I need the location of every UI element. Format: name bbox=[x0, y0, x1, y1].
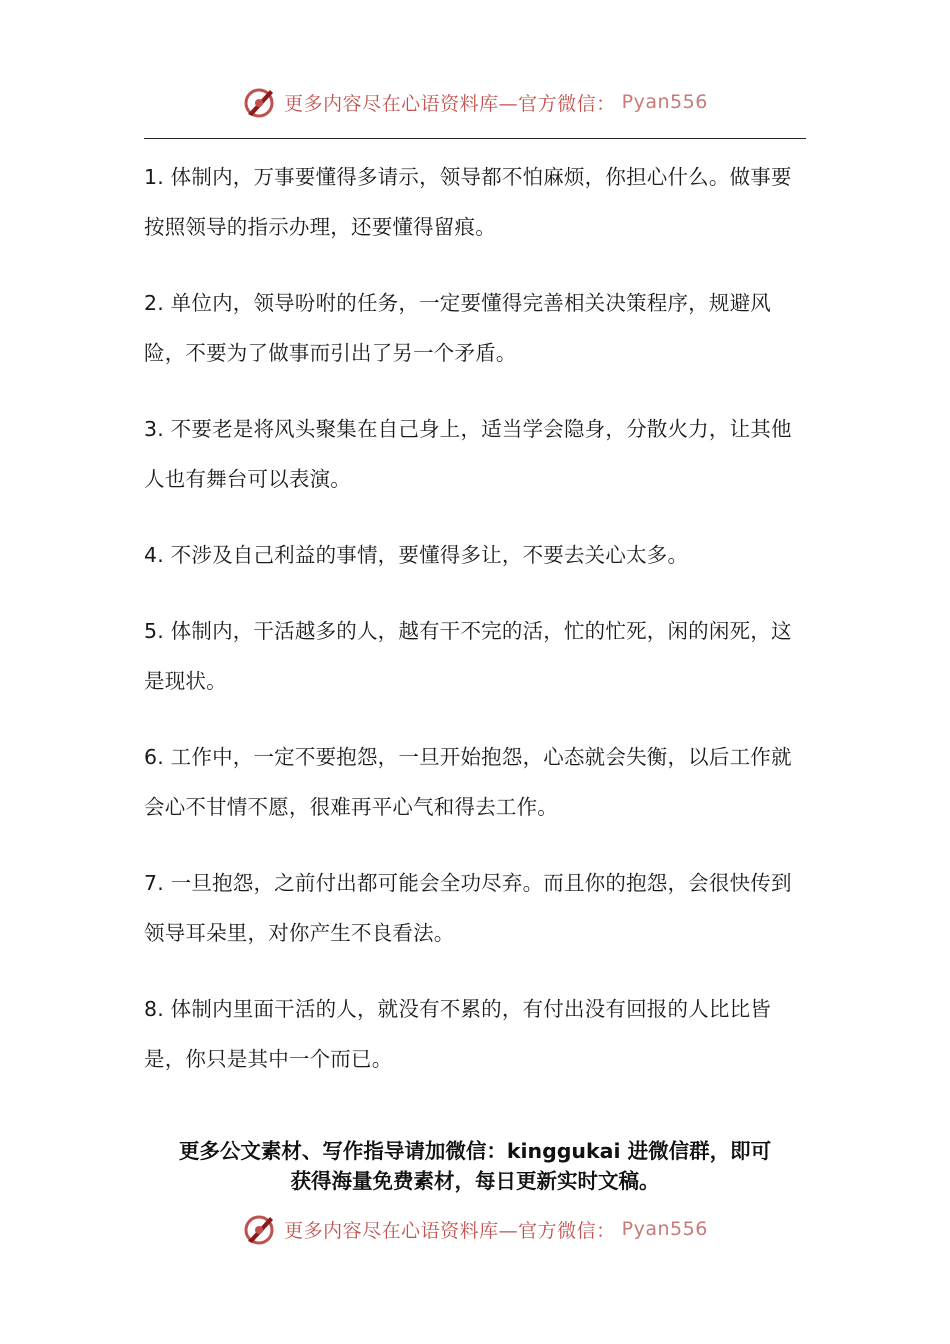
list-item: 3. 不要老是将风头聚集在自己身上，适当学会隐身，分散火力，让其他人也有舞台可以表演。 bbox=[144, 417, 792, 491]
list-item: 8. 体制内里面干活的人，就没有不累的，有付出没有回报的人比比皆是，你只是其中一个而已。 bbox=[144, 997, 771, 1071]
header-watermark bbox=[0, 84, 950, 120]
brush-circle-logo-icon bbox=[242, 84, 278, 120]
list-item: 6. 工作中，一定不要抱怨，一旦开始抱怨，心态就会失衡，以后工作就会心不甘情不愿，很难再平心气和得去工作。 bbox=[144, 745, 792, 819]
list-item: 2. 单位内，领导吩咐的任务，一定要懂得完善相关决策程序，规避风险，不要为了做事而引出了另一个矛盾。 bbox=[144, 291, 771, 365]
header-divider bbox=[144, 138, 806, 139]
footer-note bbox=[144, 1136, 806, 1196]
list-item: 5. 体制内，干活越多的人，越有干不完的活，忙的忙死，闲的闲死，这是现状。 bbox=[144, 619, 792, 693]
footer-line-1: 更多公文素材、写作指导请加微信：kinggukai 进微信群，即可 bbox=[178, 1139, 772, 1163]
watermark-account: Pyan556 bbox=[621, 91, 708, 113]
footer-watermark bbox=[0, 1211, 950, 1247]
watermark-text: 更多内容尽在心语资料库—官方微信： bbox=[284, 92, 616, 115]
list-item: 4. 不涉及自己利益的事情，要懂得多让，不要去关心太多。 bbox=[144, 543, 689, 567]
document-body bbox=[144, 152, 808, 1110]
list-item: 1. 体制内，万事要懂得多请示，领导都不怕麻烦，你担心什么。做事要按照领导的指示办理，还要懂得留痕。 bbox=[144, 165, 792, 239]
watermark-account: Pyan556 bbox=[621, 1218, 708, 1240]
footer-line-2: 获得海量免费素材，每日更新实时文稿。 bbox=[290, 1169, 660, 1193]
watermark-text: 更多内容尽在心语资料库—官方微信： bbox=[284, 1219, 616, 1242]
list-item: 7. 一旦抱怨，之前付出都可能会全功尽弃。而且你的抱怨，会很快传到领导耳朵里，对你产生不良看法。 bbox=[144, 871, 792, 945]
brush-circle-logo-icon bbox=[242, 1211, 278, 1247]
